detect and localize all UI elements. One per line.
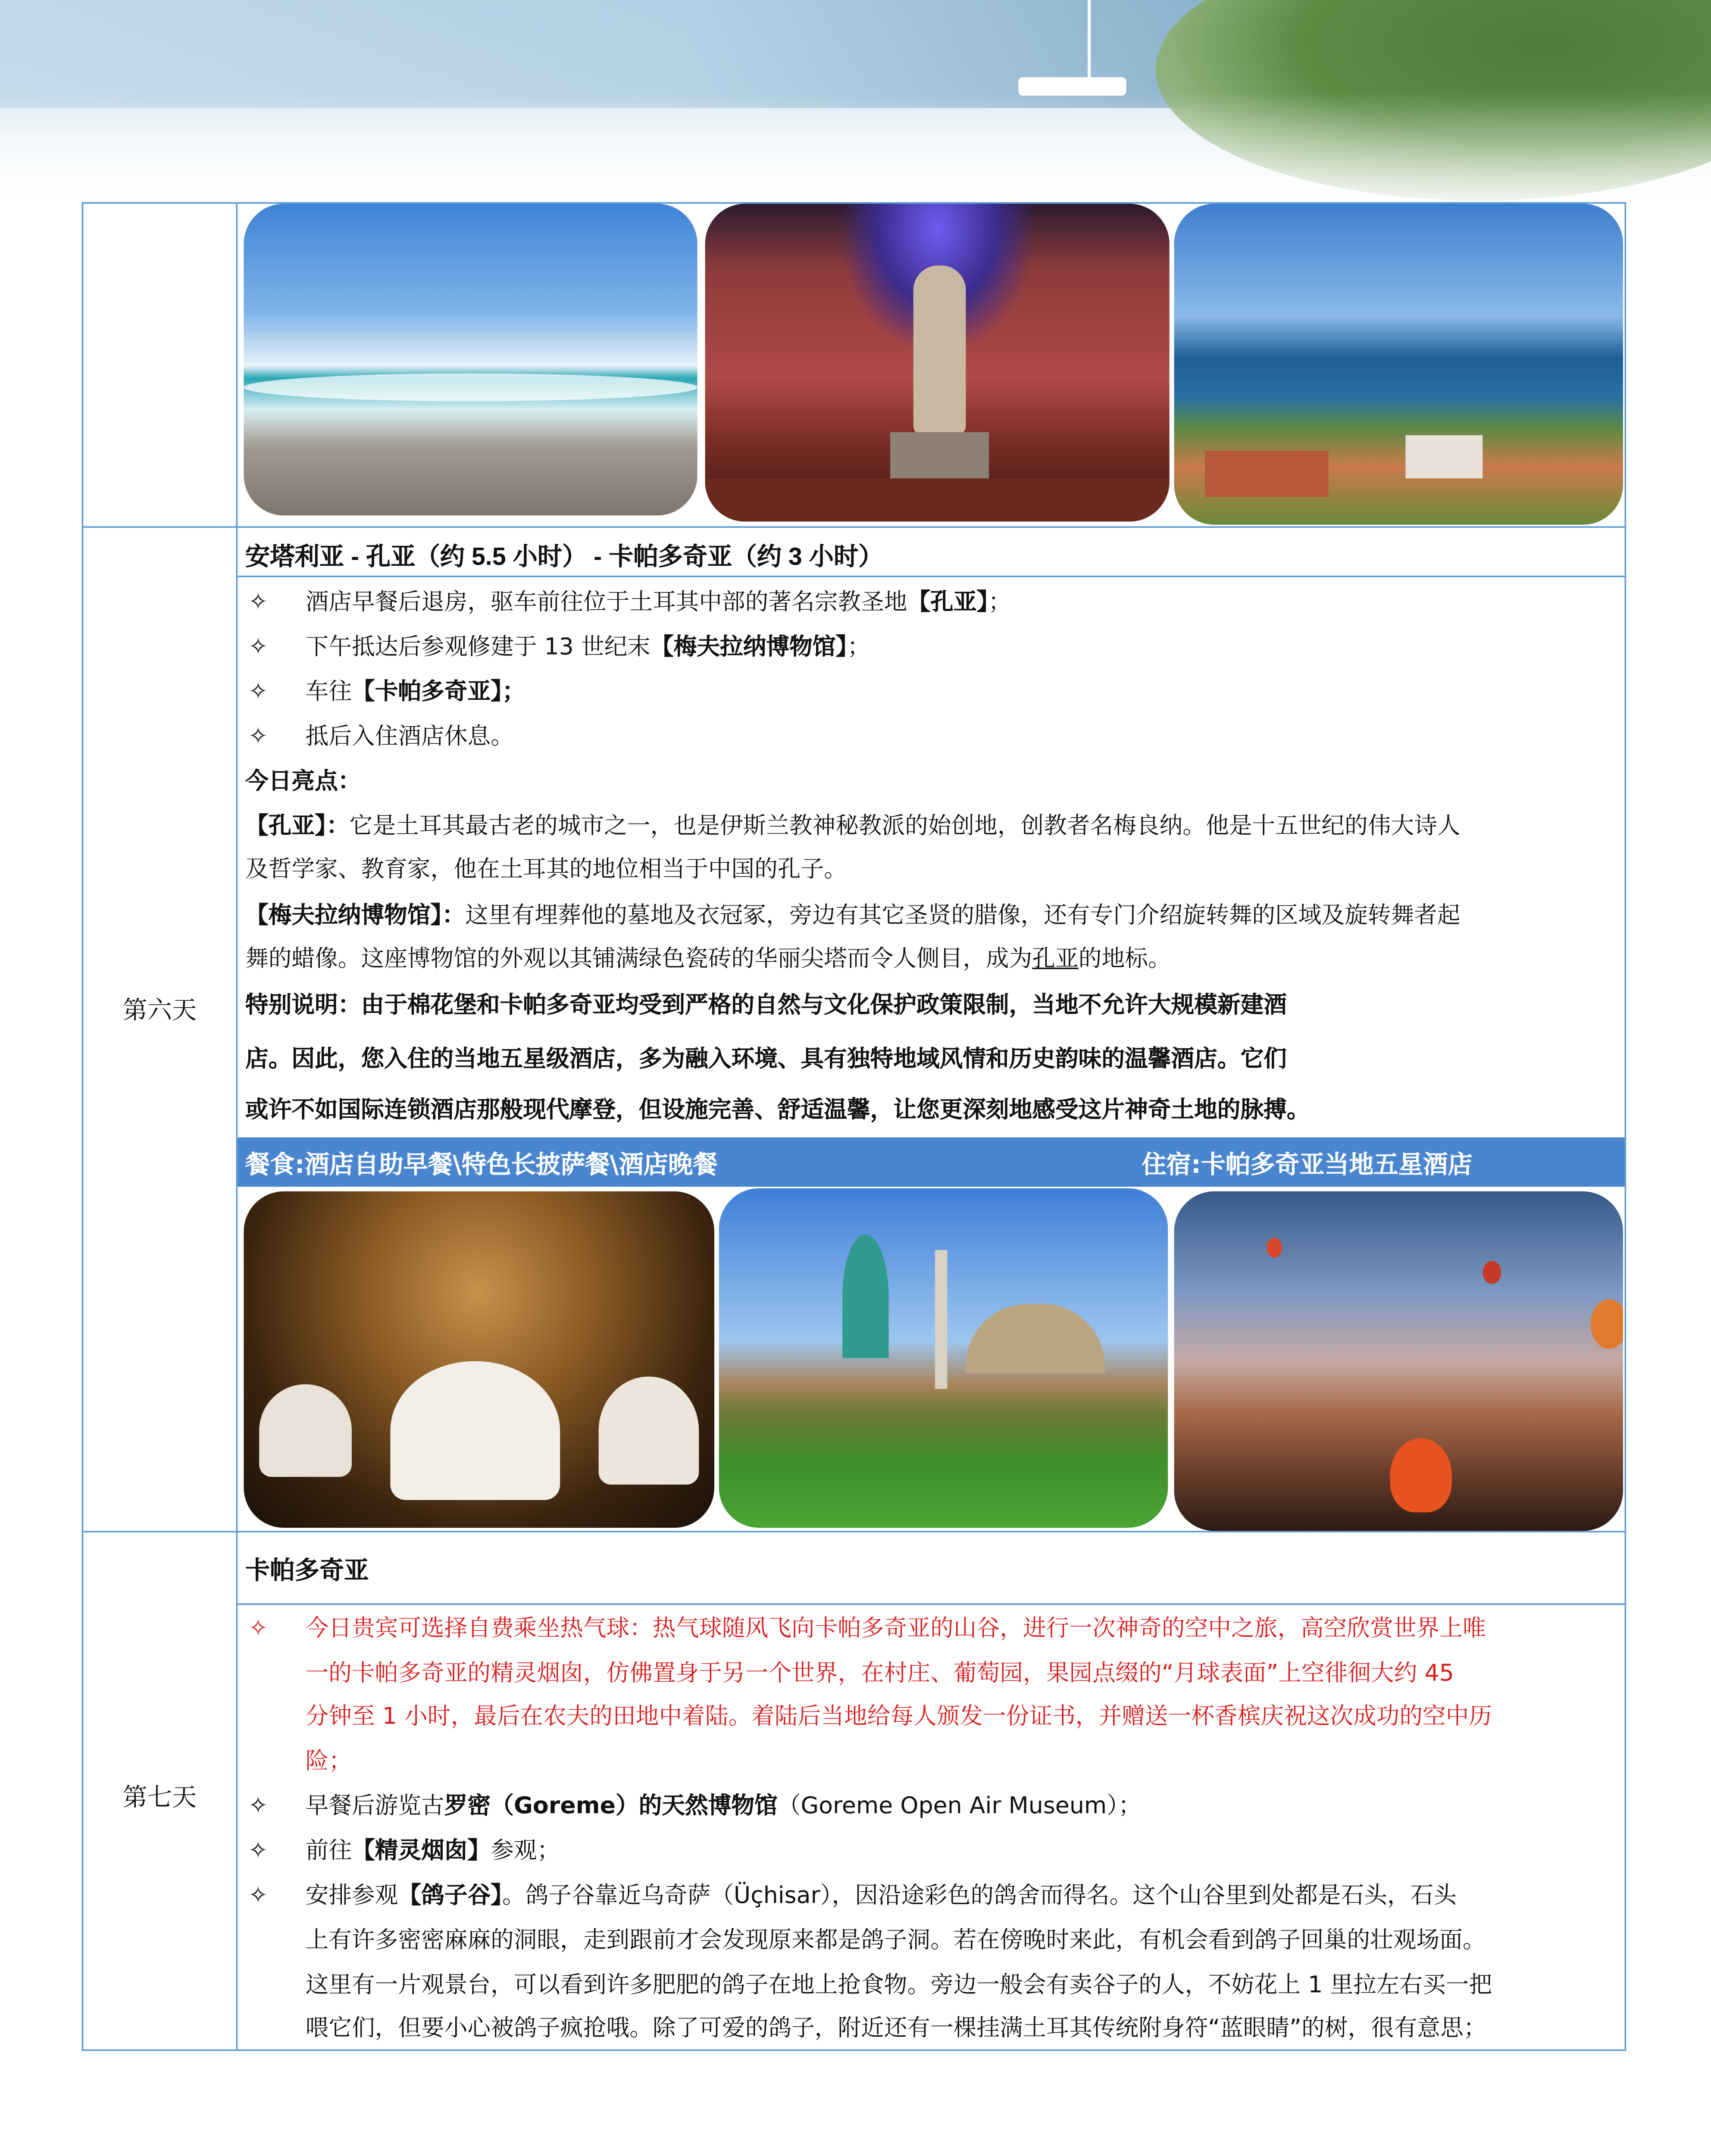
day-label: 第六天	[122, 995, 197, 1025]
row-divider	[82, 526, 1626, 528]
row-divider	[238, 1603, 1626, 1605]
bullet-icon: ✧	[248, 588, 268, 616]
day-title: 卡帕多奇亚	[245, 1558, 369, 1585]
bullet-icon: ✧	[248, 677, 268, 705]
itinerary-item: 车往【卡帕多奇亚】；	[305, 677, 525, 705]
highlight-heading: 今日亮点：	[245, 767, 361, 795]
bullet-icon: ✧	[248, 722, 268, 750]
bullet-icon: ✧	[248, 1614, 268, 1642]
itinerary-item: 前往【精灵烟囱】参观；	[305, 1836, 560, 1865]
balloon-description: 分钟至 1 小时，最后在农夫的田地中着陆。着陆后当地给每人颁发一份证书，并赠送一杯香槟庆祝这次成功的空中历	[305, 1702, 1492, 1730]
bullet-icon: ✧	[248, 1792, 268, 1820]
konya-description: 及哲学家、教育家，他在土耳其的地位相当于中国的孔子。	[245, 855, 847, 883]
pigeon-valley-description: 安排参观【鸽子谷】。鸽子谷靠近乌奇萨（Üçhisar），因沿途彩色的鸽舍而得名。这个山谷里到处都是石头，石头	[305, 1881, 1457, 1909]
top-banner-image	[0, 0, 1711, 216]
bullet-icon: ✧	[248, 1836, 268, 1865]
day-title: 安塔利亚 - 孔亚（约 5.5 小时） - 卡帕多奇亚（约 3 小时）	[245, 545, 883, 571]
day-label: 第七天	[122, 1782, 197, 1812]
special-note: 店。因此，您入住的当地五星级酒店，多为融入环境、具有独特地域风情和历史韵味的温馨酒店。它们	[245, 1044, 1287, 1073]
bullet-icon: ✧	[248, 633, 268, 661]
bullet-icon: ✧	[248, 1881, 268, 1909]
special-note: 特别说明：由于棉花堡和卡帕多奇亚均受到严格的自然与文化保护政策限制，当地不允许大规模新建酒	[245, 990, 1287, 1019]
balloon-description: 一的卡帕多奇亚的精灵烟囱，仿佛置身于另一个世界，在村庄、葡萄园，果园点缀的“月球表面”上空徘徊大约 45	[305, 1659, 1454, 1687]
beach-photo	[244, 204, 697, 515]
pigeon-valley-description: 喂它们，但要小心被鸽子疯抢哦。除了可爱的鸽子，附近还有一棵挂满土耳其传统附身符“蓝眼睛”的树，很有意思；	[305, 2014, 1487, 2042]
museum-statue-photo	[705, 204, 1170, 521]
itinerary-item: 下午抵达后参观修建于 13 世纪末【梅夫拉纳博物馆】；	[305, 633, 871, 661]
row-divider	[238, 576, 1626, 577]
balloon-description: 今日贵宾可选择自费乘坐热气球：热气球随风飞向卡帕多奇亚的山谷，进行一次神奇的空中之旅，高空欣赏世界上唯	[305, 1614, 1486, 1642]
pigeon-valley-description: 这里有一片观景台，可以看到许多肥肥的鸽子在地上抢食物。旁边一般会有卖谷子的人，不妨花上 1 里拉左右买一把	[305, 1971, 1492, 1999]
harbor-photo	[1174, 204, 1623, 524]
balloon-description: 险；	[305, 1747, 352, 1775]
meal-bar	[238, 1138, 1624, 1187]
pigeon-valley-description: 上有许多密密麻麻的洞眼，走到跟前才会发现原来都是鸽子洞。若在傍晚时来此，有机会看到鸽子回巢的壮观场面。	[305, 1926, 1486, 1954]
row-divider	[82, 1531, 1626, 1532]
museum-description: 舞的蜡像。这座博物馆的外观以其铺满绿色瓷砖的华丽尖塔而令人侧目，成为孔亚的地标。	[245, 944, 1171, 972]
itinerary-item: 抵后入住酒店休息。	[305, 722, 514, 750]
special-note: 或许不如国际连锁酒店那般现代摩登，但设施完善、舒适温馨，让您更深刻地感受这片神奇土地的脉搏。	[245, 1096, 1310, 1124]
stay-text: 住宿:卡帕多奇亚当地五星酒店	[1142, 1150, 1473, 1179]
table-divider	[236, 202, 238, 2051]
hot-air-balloon-photo	[1174, 1191, 1623, 1531]
bottom-banner-image	[0, 2153, 1711, 2156]
itinerary-item: 酒店早餐后退房，驱车前往位于土耳其中部的著名宗教圣地【孔亚】；	[305, 588, 1012, 616]
museum-description: 【梅夫拉纳博物馆】：这里有埋葬他的墓地及衣冠冢，旁边有其它圣贤的腊像，还有专门介绍旋转舞的区域及旋转舞者起	[245, 901, 1461, 929]
mevlana-mosque-photo	[719, 1188, 1168, 1528]
itinerary-item: 早餐后游览古罗密（Goreme）的天然博物馆（Goreme Open Air Museum）；	[305, 1792, 1142, 1820]
konya-description: 【孔亚】：它是土耳其最古老的城市之一，也是伊斯兰教神秘教派的始创地，创教者名梅良纳。他是十五世纪的伟大诗人	[245, 812, 1461, 840]
meals-text: 餐食:酒店自助早餐\特色长披萨餐\酒店晚餐	[245, 1150, 718, 1179]
whirling-dervish-photo	[244, 1191, 714, 1528]
